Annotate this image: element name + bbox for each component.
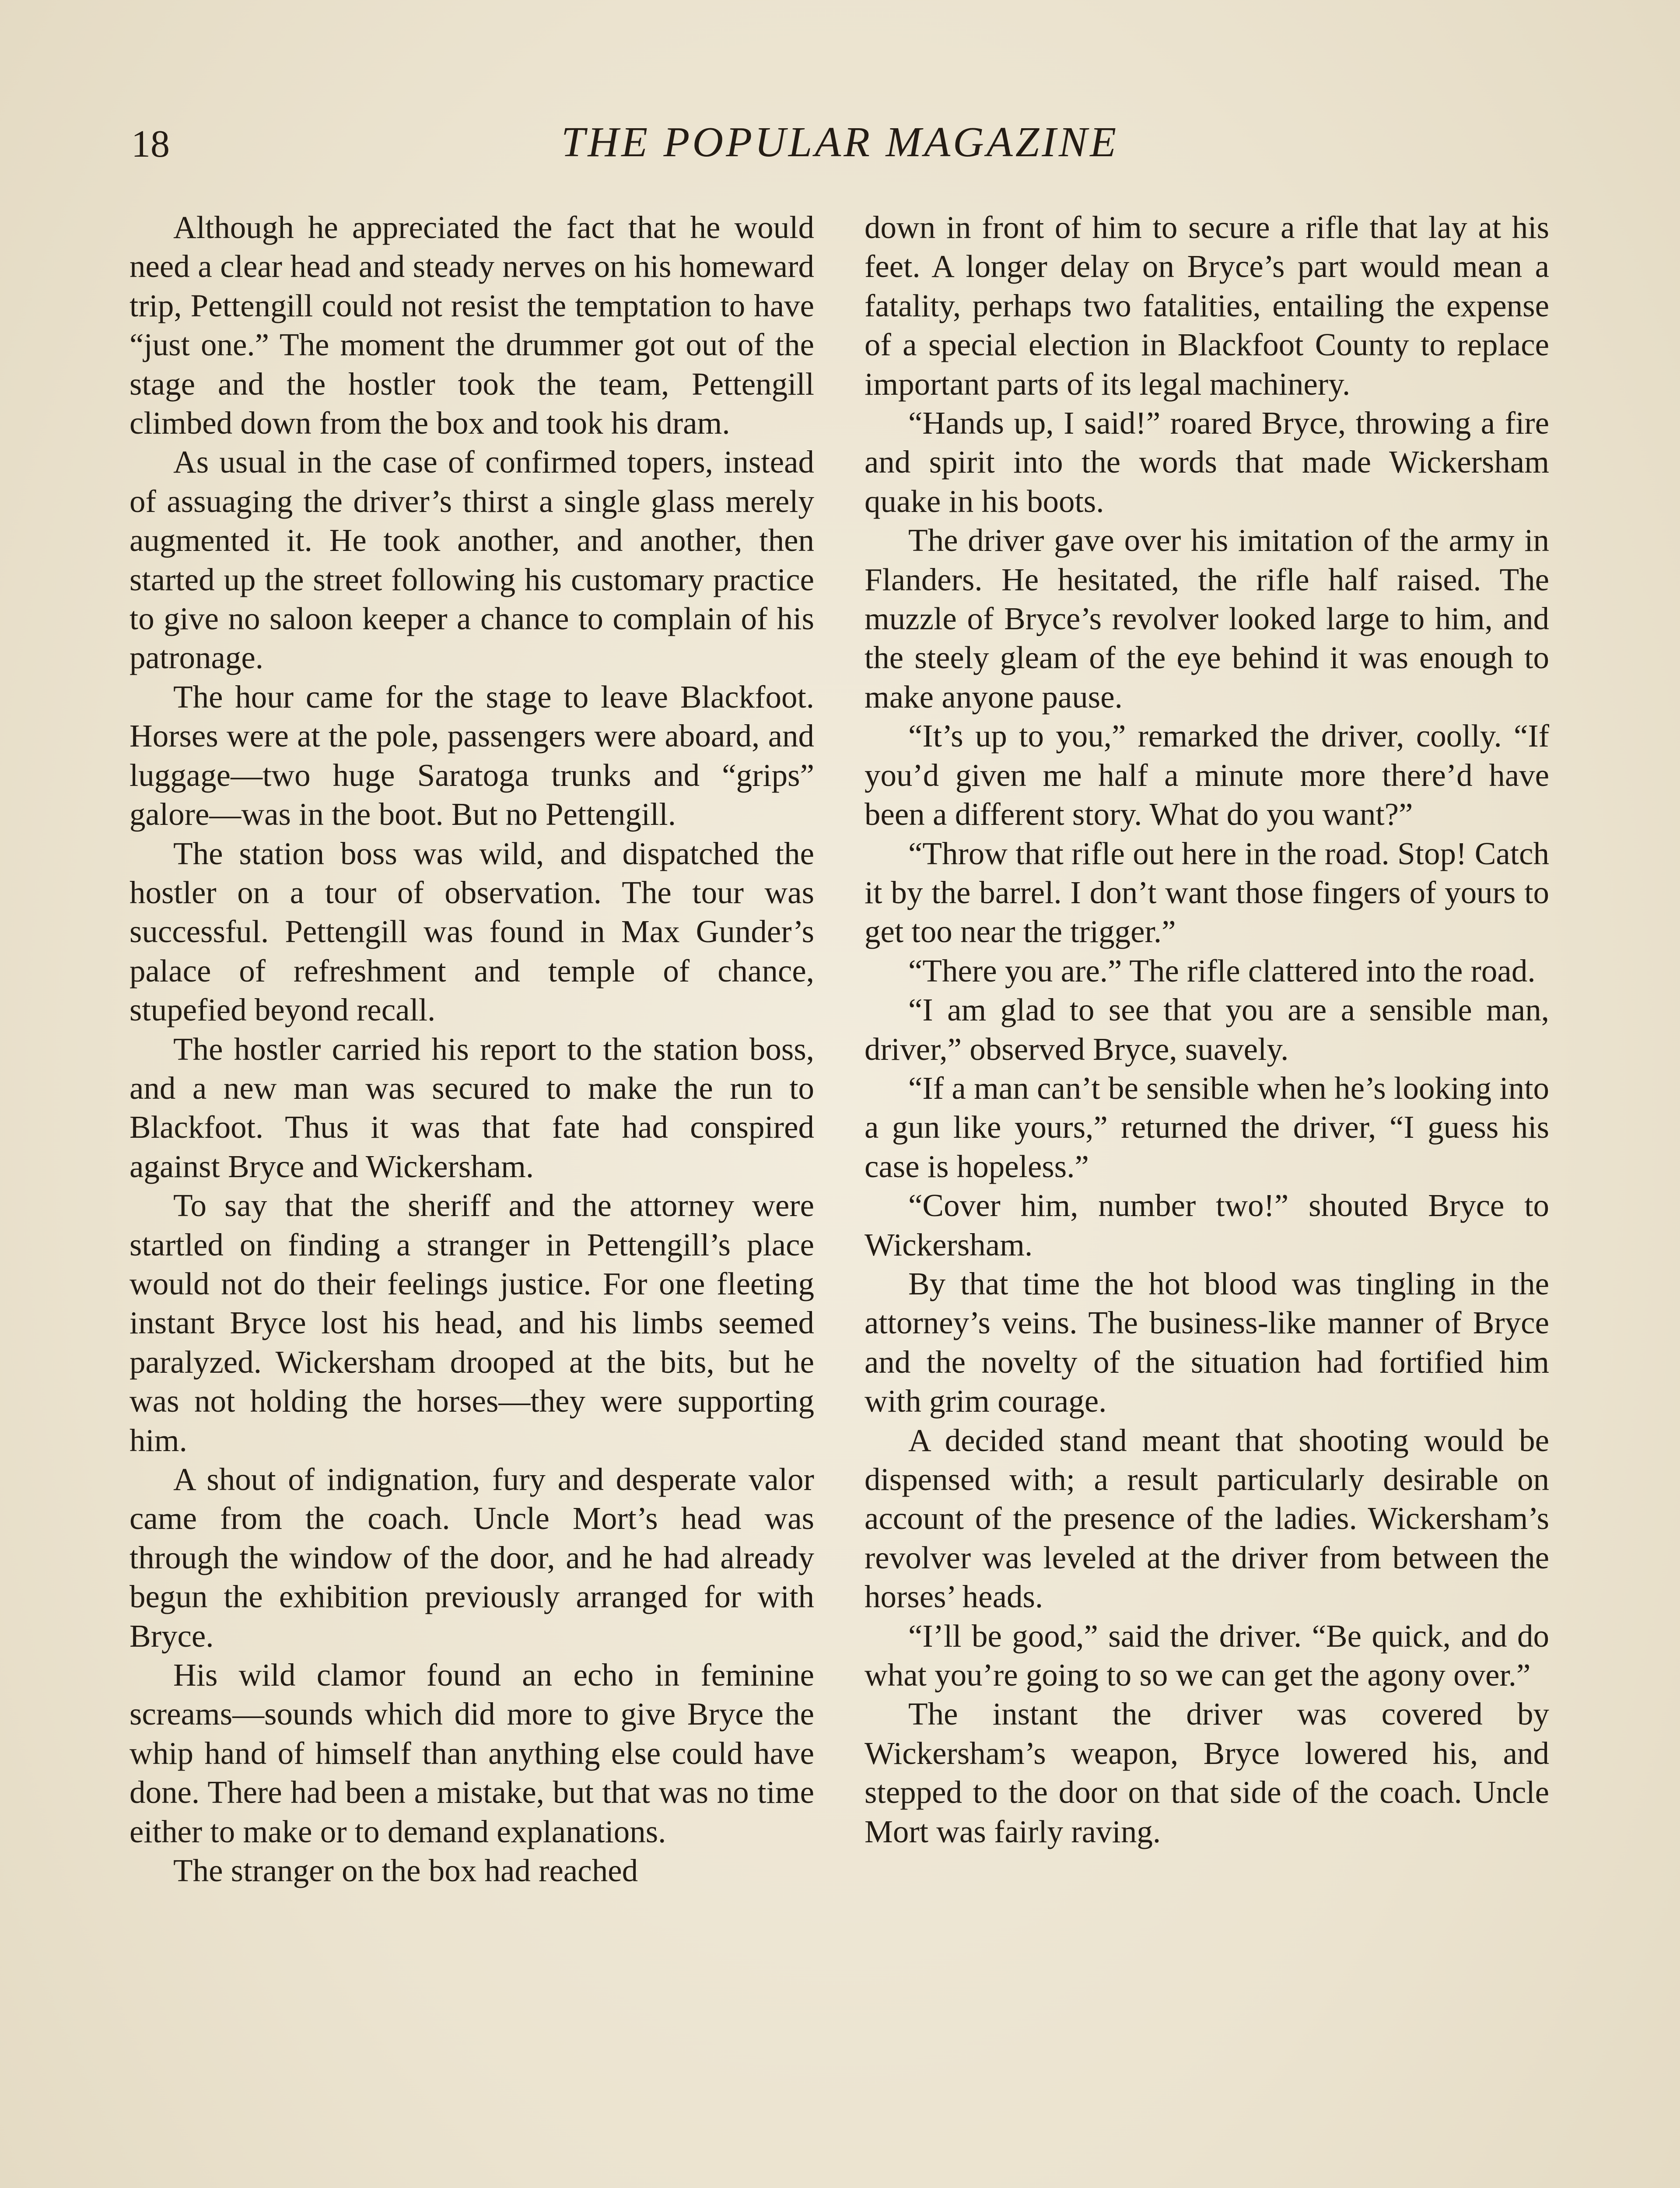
paragraph: As usual in the case of confirmed topers, instead of assuaging the driver’s thirst a single glass merely augmented it. He took another, and another, then started up the street following his customary practice to give no saloon keeper a chance to complain of his patronage.: [130, 444, 814, 676]
paragraph: The hour came for the stage to leave Blackfoot. Horses were at the pole, passengers were aboard, and luggage—two huge Saratoga trunks and “grips” galore—was in the boot. But no Pettengill.: [130, 679, 814, 832]
paragraph: “I’ll be good,” said the driver. “Be quick, and do what you’re going to so we can get the agony over.”: [864, 1618, 1549, 1693]
paragraph: To say that the sheriff and the attorney were startled on finding a stranger in Pettengill’s place would not do their feelings justice. For one fleeting instant Bryce lost his head, and his limbs seemed paralyzed. Wickersham drooped at the bits, but he was not holding the horses—they were supporting him.: [130, 1188, 814, 1458]
paragraph: “If a man can’t be sensible when he’s looking into a gun like yours,” returned the driver, “I guess his case is hopeless.”: [864, 1070, 1549, 1184]
page-header: [131, 118, 1549, 175]
paragraph: A decided stand meant that shooting would be dispensed with; a result particularly desirable on account of the presence of the ladies. Wickersham’s revolver was leveled at the driver from between the horses’ heads.: [864, 1422, 1549, 1615]
left-column: [130, 208, 814, 2188]
paragraph: “I am glad to see that you are a sensible man, driver,” observed Bryce, suavely.: [864, 992, 1549, 1067]
magazine-title: THE POPULAR MAGAZINE: [561, 119, 1119, 166]
paragraph: By that time the hot blood was tingling in the attorney’s veins. The business-like manner of Bryce and the novelty of the situation had fortified him with grim courage.: [864, 1266, 1549, 1419]
paragraph: His wild clamor found an echo in feminine screams—sounds which did more to give Bryce the whip hand of himself than anything else could have done. There had been a mistake, but that was no time either to make or to demand explanations.: [130, 1657, 814, 1849]
paragraph: The station boss was wild, and dispatched the hostler on a tour of observation. The tour was successful. Pettengill was found in Max Gunder’s palace of refreshment and temple of chance, stupefied beyond recall.: [130, 835, 814, 1028]
paragraph: Although he appreciated the fact that he would need a clear head and steady nerves on his homeward trip, Pettengill could not resist the temptation to have “just one.” The moment the drummer got out of the stage and the hostler took the team, Pettengill climbed down from the box and took his dram.: [130, 210, 814, 441]
paragraph: “Hands up, I said!” roared Bryce, throwing a fire and spirit into the words that made Wickersham quake in his boots.: [864, 405, 1549, 519]
right-column: [864, 208, 1549, 2188]
paragraph: “There you are.” The rifle clattered into the road.: [908, 953, 1536, 989]
paragraph: “Cover him, number two!” shouted Bryce to Wickersham.: [864, 1188, 1549, 1262]
paragraph: The stranger on the box had reached: [173, 1853, 638, 1889]
paragraph: down in front of him to secure a rifle that lay at his feet. A longer delay on Bryce’s part would mean a fatality, perhaps two fatalities, entailing the expense of a special election in Blackfoot County to replace important parts of its legal machinery.: [864, 210, 1549, 402]
paragraph: The hostler carried his report to the station boss, and a new man was secured to make the run to Blackfoot. Thus it was that fate had conspired against Bryce and Wickersham.: [130, 1031, 814, 1184]
page-number: 18: [131, 123, 170, 165]
paragraph: The instant the driver was covered by Wickersham’s weapon, Bryce lowered his, and stepped to the door on that side of the coach. Uncle Mort was fairly raving.: [864, 1696, 1549, 1849]
paragraph: The driver gave over his imitation of the army in Flanders. He hesitated, the rifle half raised. The muzzle of Bryce’s revolver looked large to him, and the steely gleam of the eye behind it was enough to make anyone pause.: [864, 522, 1549, 715]
paragraph: A shout of indignation, fury and desperate valor came from the coach. Uncle Mort’s head was through the window of the door, and he had already begun the exhibition previously arranged for with Bryce.: [130, 1462, 814, 1654]
paragraph: “It’s up to you,” remarked the driver, coolly. “If you’d given me half a minute more there’d have been a different story. What do you want?”: [864, 718, 1549, 832]
paragraph: “Throw that rifle out here in the road. Stop! Catch it by the barrel. I don’t want those fingers of yours to get too near the trigger.”: [864, 835, 1549, 950]
